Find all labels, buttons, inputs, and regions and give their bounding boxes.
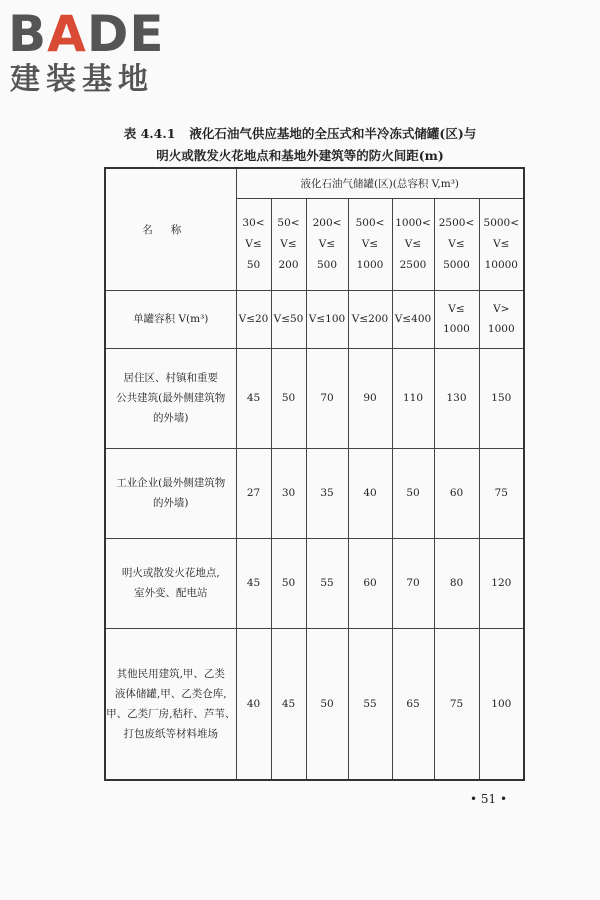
single-volume-cell: V≤100: [306, 290, 348, 348]
range-header-cell: [479, 198, 524, 290]
range-part: V≤: [361, 237, 379, 250]
range-part: 200: [278, 258, 299, 271]
distance-value: 75: [434, 628, 479, 780]
range-part: 1000<: [395, 216, 431, 229]
single-volume-cell: V≤50: [271, 290, 306, 348]
row-label-line: 居住区、村镇和重要: [123, 372, 218, 384]
caption-line-1: 液化石油气供应基地的全压式和半冷冻式储罐(区)与: [189, 126, 477, 141]
distance-value: 50: [271, 538, 306, 628]
distance-value: 90: [348, 348, 392, 448]
range-part: 5000: [443, 258, 470, 271]
row-label-line: 的外墙): [152, 497, 189, 509]
distance-value: 55: [306, 538, 348, 628]
single-volume-cell: V> 1000: [479, 290, 524, 348]
range-header-cell: [434, 198, 479, 290]
page-number: • 51 •: [470, 792, 508, 806]
distance-value: 27: [236, 448, 271, 538]
distance-value: 45: [236, 348, 271, 448]
table-caption: [0, 124, 600, 142]
single-volume-cell: V≤200: [348, 290, 392, 348]
distance-value: 65: [392, 628, 434, 780]
distance-value: 100: [479, 628, 524, 780]
row-label: [105, 538, 236, 628]
range-header-cell: [392, 198, 434, 290]
distance-value: 45: [271, 628, 306, 780]
group-header: 液化石油气储罐(区)(总容积 V,m³): [236, 168, 524, 198]
range-part: V≤: [493, 237, 510, 250]
distance-value: 80: [434, 538, 479, 628]
distance-value: 110: [392, 348, 434, 448]
range-part: 500<: [355, 216, 385, 229]
single-volume-row: [105, 290, 524, 348]
row-label-line: 室外变、配电站: [134, 587, 208, 599]
table-header-row: [105, 168, 524, 198]
single-volume-cell: V≤400: [392, 290, 434, 348]
row-label-line: 打包废纸等材料堆场: [123, 727, 218, 740]
distance-value: 130: [434, 348, 479, 448]
range-part: 1000: [356, 258, 384, 271]
range-header-cell: [306, 198, 348, 290]
table-row: [105, 628, 524, 780]
fire-distance-table: [104, 167, 525, 781]
range-part: 500: [316, 258, 338, 271]
table-row: [105, 348, 524, 448]
distance-value: 50: [306, 628, 348, 780]
range-part: 10000: [484, 258, 518, 271]
distance-value: 50: [271, 348, 306, 448]
single-volume-cell: V≤ 1000: [434, 290, 479, 348]
row-label-line: 公共建筑(最外侧建筑物: [116, 392, 226, 404]
range-part: 2500: [399, 258, 427, 271]
range-part: 50<: [277, 216, 300, 229]
brand-logo: [8, 6, 183, 101]
range-header-cell: [271, 198, 306, 290]
row-label-line: 明火或散发火花地点,: [121, 567, 220, 579]
table-number: 表 4.4.1: [123, 126, 176, 141]
row-label-line: 的外墙): [152, 412, 189, 424]
distance-value: 40: [348, 448, 392, 538]
single-volume-cell: V≤20: [236, 290, 271, 348]
logo-subtitle: 建装基地: [10, 62, 154, 97]
range-part: V≤: [245, 237, 262, 250]
name-header: 名称: [105, 168, 236, 290]
range-part: 30<: [242, 216, 265, 229]
range-part: V≤: [448, 237, 465, 250]
distance-value: 75: [479, 448, 524, 538]
row-label-line: 工业企业(最外侧建筑物: [116, 477, 226, 489]
distance-value: 55: [348, 628, 392, 780]
row-label: [105, 448, 236, 538]
table-row: [105, 448, 524, 538]
range-part: V≤: [404, 237, 422, 250]
distance-value: 60: [348, 538, 392, 628]
range-part: V≤: [318, 237, 336, 250]
caption-line-2: 明火或散发火花地点和基地外建筑等的防火间距(m): [156, 148, 444, 163]
distance-value: 150: [479, 348, 524, 448]
row-label-line: 液体储罐,甲、乙类仓库,: [114, 687, 227, 700]
range-part: 50: [246, 258, 261, 271]
distance-value: 35: [306, 448, 348, 538]
distance-value: 70: [306, 348, 348, 448]
distance-value: 45: [236, 538, 271, 628]
range-part: 2500<: [438, 216, 475, 229]
range-header-cell: [236, 198, 271, 290]
distance-value: 50: [392, 448, 434, 538]
logo-wordmark: BADE: [8, 5, 165, 63]
row-label: [105, 628, 236, 780]
row-label: [105, 348, 236, 448]
distance-value: 30: [271, 448, 306, 538]
row-label-line: 其他民用建筑,甲、乙类: [116, 667, 225, 680]
range-part: V≤: [280, 237, 297, 250]
range-header-cell: [348, 198, 392, 290]
range-part: 200<: [312, 216, 342, 229]
single-volume-label: 单罐容积 V(m³): [105, 290, 236, 348]
row-label-line: 甲、乙类厂房,秸秆、芦苇、: [106, 707, 236, 720]
table-row: [105, 538, 524, 628]
distance-value: 60: [434, 448, 479, 538]
distance-value: 70: [392, 538, 434, 628]
distance-value: 120: [479, 538, 524, 628]
distance-value: 40: [236, 628, 271, 780]
range-part: 5000<: [483, 216, 520, 229]
